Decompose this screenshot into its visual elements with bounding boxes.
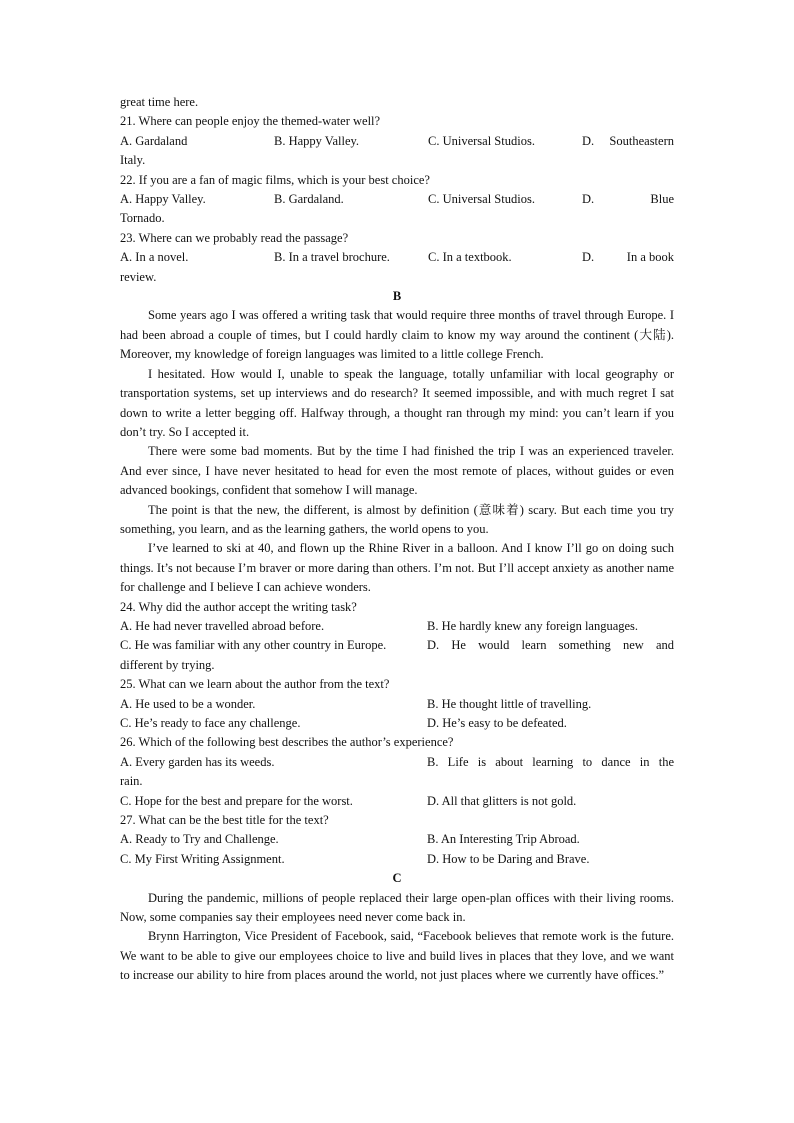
q22-option-d [582,190,674,209]
section-b-paragraph-4: The point is that the new, the different, is almost by definition (意味着) scary. But each time you try something, you learn, and as the learning gathers, the world opens to you. [120,502,674,536]
q24-option-d: D. He would learn something new and [427,638,674,653]
q23-option-c: C. In a textbook. [428,250,512,265]
section-c-paragraph-1: During the pandemic, millions of people replaced their large open-plan offices with their living rooms. Now, some companies say their employees need never come back in. [120,890,674,925]
question-26: 26. Which of the following best describes the author’s experience? [120,735,454,750]
q21-option-b: B. Happy Valley. [274,133,360,148]
section-c-paragraph-2: Brynn Harrington, Vice President of Facebook, said, “Facebook believes that remote work is the future. We want to be able to give our employees choice to live and build lives in places that they love, and we want to increase our ability to hire from places around the world, not just places where we currently have offices.” [120,929,674,983]
q24-option-c: C. He was familiar with any other country in Europe. [120,638,387,653]
question-26-options-ab [120,753,674,772]
q22-option-c: C. Universal Studios. [428,192,535,207]
question-26-options-cd [120,792,674,811]
q23-option-d-text: In a book [626,250,674,265]
question-21-options [120,132,674,151]
exam-page [120,93,674,986]
q21-option-d [582,132,674,151]
question-27-options-ab [120,830,674,849]
question-25-options-cd [120,714,674,733]
q22-option-d-text: Blue [650,192,674,207]
q24-option-d-wrap: different by trying. [120,657,215,672]
q25-option-a: A. He used to be a wonder. [120,696,256,711]
q23-option-d [582,248,674,267]
question-24: 24. Why did the author accept the writing task? [120,599,357,614]
q21-option-d-wrap: Italy. [120,153,146,168]
question-24-options-cd [120,636,674,655]
q25-option-d: D. He’s easy to be defeated. [427,716,567,730]
section-b-paragraph-5: I’ve learned to ski at 40, and flown up the Rhine River in a balloon. And I know I’ll go on doing such things. It’s not because I’m braver or more daring than others. I’m not. But I’ll accept anxiety as another name for challenge and I believe I can achieve wonders. [120,541,674,595]
q21-option-a: A. Gardaland [120,133,188,148]
section-c-heading: C [392,871,402,886]
question-21: 21. Where can people enjoy the themed-water well? [120,114,381,129]
q21-option-d-text: Southeastern [609,133,674,148]
q26-option-b: B. Life is about learning to dance in the [427,754,674,769]
q25-option-c: C. He’s ready to face any challenge. [120,716,301,730]
q22-option-d-wrap: Tornado. [120,211,165,226]
q21-option-d-label: D. [582,133,595,148]
section-b-paragraph-2: I hesitated. How would I, unable to speak the language, totally unfamiliar with local geography or transportation systems, set up interviews and do research? It seemed impossible, and with much regret I sat down to write a letter begging off. Halfway through, a thought ran through my mind: you can’t learn if you don’t try. So I accepted it. [120,366,674,439]
q27-option-a: A. Ready to Try and Challenge. [120,832,279,847]
q26-option-c: C. Hope for the best and prepare for the worst. [120,793,353,808]
q22-option-b: B. Gardaland. [274,192,344,207]
question-27-options-cd [120,850,674,869]
question-25: 25. What can we learn about the author from the text? [120,677,390,692]
question-22: 22. If you are a fan of magic films, which is your best choice? [120,172,430,187]
q26-option-d: D. All that glitters is not gold. [427,793,577,808]
question-27: 27. What can be the best title for the text? [120,813,329,828]
question-25-options-ab [120,695,674,714]
question-23-options [120,248,674,267]
q27-option-b: B. An Interesting Trip Abroad. [427,832,580,847]
q26-option-b-wrap: rain. [120,774,143,789]
q21-option-c: C. Universal Studios. [428,133,535,148]
section-a-tail: great time here. [120,95,199,109]
q27-option-d: D. How to be Daring and Brave. [427,851,590,866]
q25-option-b: B. He thought little of travelling. [427,696,592,711]
question-23: 23. Where can we probably read the passage? [120,230,349,245]
q24-option-a: A. He had never travelled abroad before. [120,618,325,633]
q26-option-a: A. Every garden has its weeds. [120,754,275,769]
q23-option-b: B. In a travel brochure. [274,250,390,265]
question-24-options-ab [120,617,674,636]
section-b-paragraph-1: Some years ago I was offered a writing task that would require three months of travel through Europe. I had been abroad a couple of times, but I could hardly claim to know my way around the continent (大陆). Moreover, my knowledge of foreign languages was limited to a little college French. [120,308,674,362]
q22-option-d-label: D. [582,192,595,207]
q24-option-b: B. He hardly knew any foreign languages. [427,618,639,633]
q23-option-d-wrap: review. [120,269,157,284]
question-22-options [120,190,674,209]
q27-option-c: C. My First Writing Assignment. [120,851,285,866]
q23-option-a: A. In a novel. [120,250,189,265]
section-b-paragraph-3: There were some bad moments. But by the time I had finished the trip I was an experienced traveler. And ever since, I have never hesitated to head for even the most remote of places, without guides or even advanced bookings, confident that somehow I will manage. [120,444,674,498]
section-b-heading: B [392,289,402,304]
q23-option-d-label: D. [582,250,595,265]
q22-option-a: A. Happy Valley. [120,192,206,207]
